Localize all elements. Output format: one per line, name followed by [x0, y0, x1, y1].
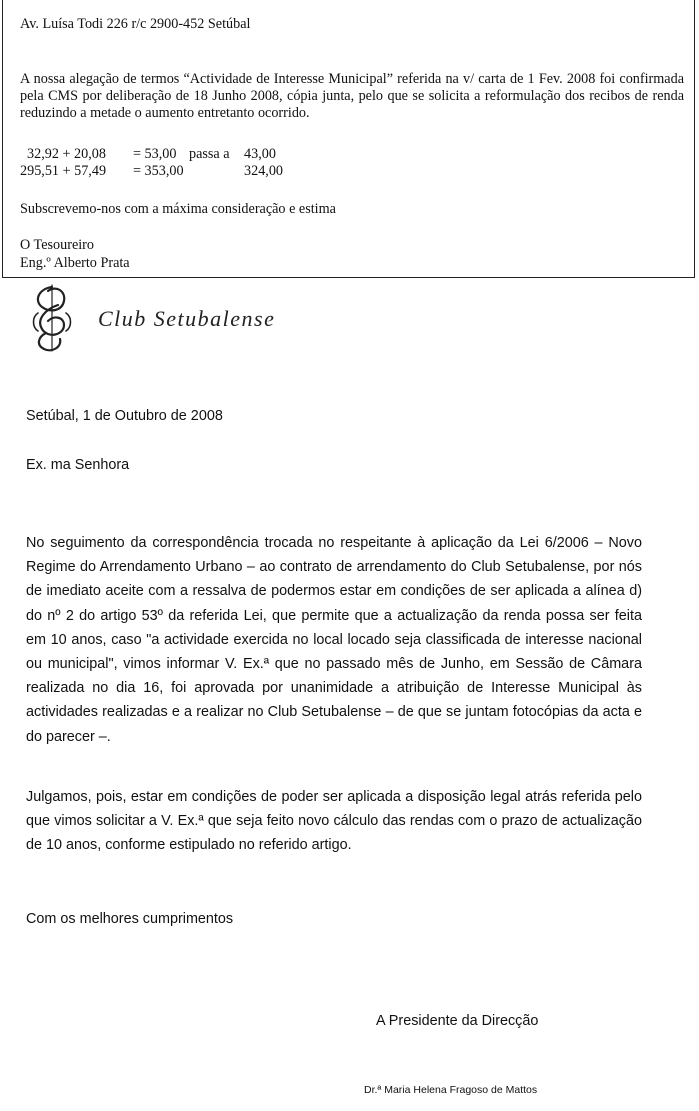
calc-equals: = 53,00 [133, 146, 177, 162]
calc-result: 324,00 [244, 163, 284, 179]
letter-salutation: Ex. ma Senhora [26, 457, 130, 473]
calc-equals: = 353,00 [133, 163, 184, 179]
calc-passa: passa a [189, 146, 230, 162]
club-monogram-logo [28, 283, 76, 353]
letter-closing: Com os melhores cumprimentos [26, 911, 234, 927]
note-address: Av. Luísa Todi 226 r/c 2900-452 Setúbal [20, 16, 251, 32]
note-paragraph: A nossa alegação de termos “Actividade de Interesse Municipal” referida na v/ carta de 1 Fev. 2008 foi confirmada pela CMS por deliberação de 18 Junho 2008, cópia junta, pelo que se solicita a reformulação dos recibos de renda reduzindo a metade o aumento entretanto ocorrido. [20, 71, 684, 121]
calc-result: 43,00 [244, 146, 276, 162]
letter-signature-name: Dr.ª Maria Helena Fragoso de Mattos [364, 1084, 538, 1096]
letter-place-date: Setúbal, 1 de Outubro de 2008 [26, 408, 223, 424]
note-signature-title: O Tesoureiro [20, 237, 94, 253]
note-closing: Subscrevemo-nos com a máxima consideração e estima [20, 201, 336, 217]
calc-sum: 295,51 + 57,49 [20, 163, 107, 179]
note-signature-name: Eng.º Alberto Prata [20, 255, 130, 271]
letter-paragraph-1: No seguimento da correspondência trocada no respeitante à aplicação da Lei 6/2006 – Novo Regime do Arrendamento Urbano – ao contrato de arrendamento do Club Setubalense, por nós de imediato aceite com a ressalva de podermos estar em condições de ser aplicada a alínea d) do nº 2 do artigo 53º da referida Lei, que permite que a actualização da renda possa ser feita em 10 anos, caso "a actividade exercida no local locado seja classificada de interesse nacional ou municipal", vimos informar V. Ex.ª que no passado mês de Junho, em Sessão de Câmara realizada no dia 16, foi aprovada por unanimidade a atribuição de Interesse Municipal às actividades realizadas e a realizar no Club Setubalense – de que se juntam fotocópias da acta e do parecer –. [26, 535, 642, 745]
club-name: Club Setubalense [98, 306, 276, 331]
calc-sum: 32,92 + 20,08 [27, 146, 106, 162]
letter-paragraph-2: Julgamos, pois, estar em condições de poder ser aplicada a disposição legal atrás referida pelo que vimos solicitar a V. Ex.ª que seja feito novo cálculo das rendas com o prazo de actualização de 10 anos, conforme estipulado no referido artigo. [26, 789, 642, 854]
forwarding-note [2, 0, 695, 278]
letter-signature-title: A Presidente da Direcção [376, 1013, 539, 1029]
